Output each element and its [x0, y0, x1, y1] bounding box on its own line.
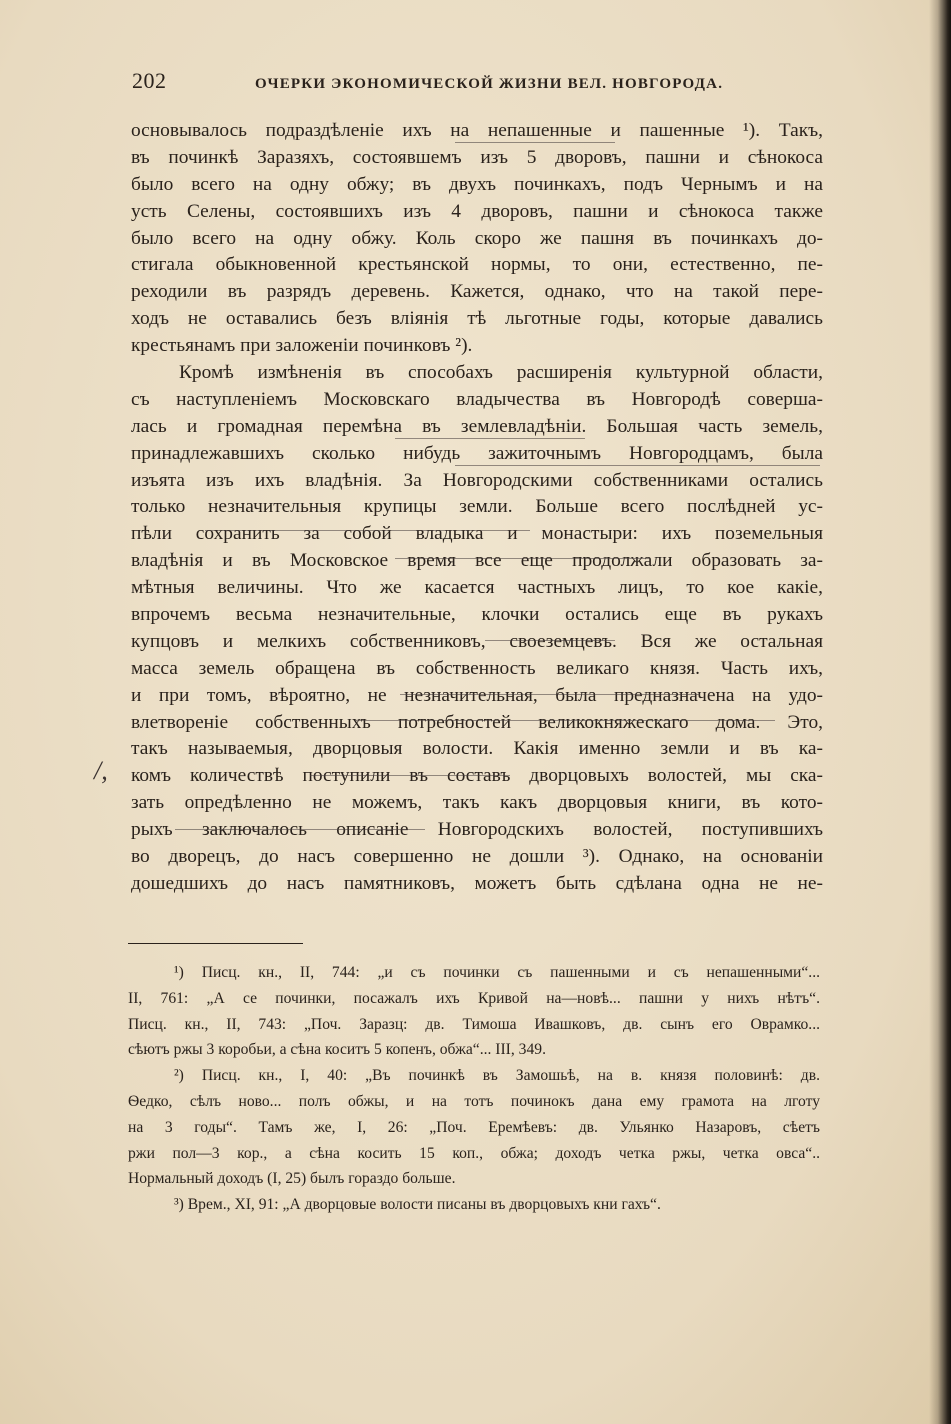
- body-line: принадлежавшихъ сколько нибудь зажиточнымъ Новгородцамъ, была: [131, 442, 823, 464]
- pencil-underline: [355, 720, 775, 721]
- body-text: [131, 118, 823, 898]
- body-line: крестьянамъ при заложеніи починковъ ²).: [131, 335, 473, 357]
- body-line: влетвореніе собственныхъ потребностей великокняжескаго дома. Это,: [131, 711, 823, 733]
- footnote-line: ²) Писц. кн., I, 40: „Въ починкѣ въ Замошьѣ, на в. князя половинѣ: дв.: [174, 1067, 820, 1085]
- footnote-line: Писц. кн., II, 743: „Поч. Заразц: дв. Тимоша Ивашковъ, дв. сынъ его Оврамко...: [128, 1015, 820, 1033]
- margin-pencil-mark: /,: [94, 756, 108, 785]
- body-line: и при томъ, вѣроятно, не незначительная, была предназначена на удо-: [131, 684, 823, 706]
- body-line: реходили въ разрядъ деревень. Кажется, однако, что на такой пере-: [131, 281, 823, 303]
- body-line: съ наступленіемъ Московскаго владычества въ Новгородѣ соверша-: [131, 388, 823, 410]
- footnote-line: Ѳедко, сѣлъ ново... полъ обжы, и на тотъ починокъ дана ему грамота на лготу: [128, 1092, 820, 1110]
- body-line: лась и громадная перемѣна въ землевладѣніи. Большая часть земель,: [131, 415, 823, 437]
- body-line: усть Селены, состоявшихъ изъ 4 дворовъ, пашни и сѣнокоса также: [131, 200, 823, 222]
- body-line: владѣнія и въ Московское время все еще продолжали образовать за-: [131, 550, 823, 572]
- pencil-underline: [205, 530, 530, 531]
- page-number: 202: [132, 68, 167, 93]
- body-line: купцовъ и мелкихъ собственниковъ, своеземцевъ. Вся же остальная: [131, 630, 823, 652]
- pencil-underline: [485, 640, 615, 641]
- footnote-line: на 3 годы“. Тамъ же, I, 26: „Поч. Еремѣевъ: дв. Ульянко Назаровъ, сѣетъ: [128, 1118, 820, 1136]
- body-line: стигала обыкновенной крестьянской нормы, то они, естественно, пе-: [131, 254, 823, 276]
- body-line: изъята изъ ихъ владѣнія. За Новгородскими собственниками остались: [131, 469, 823, 491]
- body-line: во дворецъ, до насъ совершенно не дошли ³). Однако, на основаніи: [131, 846, 823, 868]
- body-line: дошедшихъ до насъ памятниковъ, можетъ быть сдѣлана одна не не-: [131, 872, 823, 894]
- body-line: мѣтныя величины. Что же касается частныхъ лицъ, то кое какіе,: [131, 577, 823, 599]
- body-line: основывалось подраздѣленіе ихъ на непашенные и пашенные ¹). Такъ,: [131, 120, 823, 141]
- pencil-underline: [310, 775, 510, 776]
- body-line: такъ называемыя, дворцовыя волости. Какія именно земли и въ ка-: [131, 738, 823, 760]
- running-title: ОЧЕРКИ ЭКОНОМИЧЕСКОЙ ЖИЗНИ ВЕЛ. НОВГОРОДА.: [255, 76, 724, 92]
- body-line: Кромѣ измѣненія въ способахъ расширенія культурной области,: [179, 362, 823, 384]
- body-line: ходъ не оставались безъ вліянія тѣ льготные годы, которые давались: [131, 308, 823, 330]
- pencil-underline: [455, 142, 615, 143]
- footnote-line: II, 761: „А се починки, посажалъ ихъ Кривой на—новѣ... пашни у нихъ нѣтъ“.: [128, 989, 820, 1007]
- page-edge-shadow: [929, 0, 951, 1424]
- body-line: только незначительныя крупицы земли. Больше всего послѣдней ус-: [131, 496, 823, 518]
- body-line: было всего на одну обжу; въ двухъ починкахъ, подъ Чернымъ и на: [131, 173, 823, 195]
- footnote-rule: [128, 943, 303, 944]
- body-line: впрочемъ весьма незначительные, клочки остались еще въ рукахъ: [131, 604, 823, 626]
- body-line: рыхъ заключалось описаніе Новгородскихъ волостей, поступившихъ: [131, 819, 823, 841]
- body-line: въ починкѣ Заразяхъ, состоявшемъ изъ 5 дворовъ, пашни и сѣнокоса: [131, 146, 823, 168]
- footnote-line: ³) Врем., XI, 91: „А дворцовые волости писаны въ дворцовыхъ кни гахъ“.: [174, 1196, 661, 1214]
- pencil-underline: [395, 558, 650, 559]
- footnote-line: сѣютъ ржы 3 коробьи, а сѣна коситъ 5 копенъ, обжа“... III, 349.: [128, 1041, 546, 1059]
- body-line: комъ количествѣ поступили въ составъ дворцовыхъ волостей, мы ска-: [131, 765, 823, 787]
- pencil-underline: [455, 465, 820, 466]
- body-line: было всего на одну обжу. Коль скоро же пашня въ починкахъ до-: [131, 227, 823, 249]
- footnote-line: ¹) Писц. кн., II, 744: „и съ починки съ пашенными и съ непашенными“...: [174, 964, 820, 981]
- footnotes: [128, 960, 820, 1218]
- pencil-underline: [400, 694, 700, 695]
- body-line: масса земель обращена въ собственность великаго князя. Часть ихъ,: [131, 657, 823, 679]
- footnote-line: ржи пол—3 кор., а сѣна косить 15 коп., обжа; доходъ четка ржы, четка овса“..: [128, 1144, 820, 1162]
- footnote-line: Нормальный доходъ (I, 25) былъ гораздо больше.: [128, 1170, 456, 1188]
- body-line: пѣли сохранить за собой владыка и монастыри: ихъ поземельныя: [131, 523, 823, 545]
- pencil-underline: [175, 829, 425, 830]
- pencil-underline: [395, 438, 585, 439]
- body-line: зать опредѣленно не можемъ, такъ какъ дворцовыя книги, въ кото-: [131, 792, 823, 814]
